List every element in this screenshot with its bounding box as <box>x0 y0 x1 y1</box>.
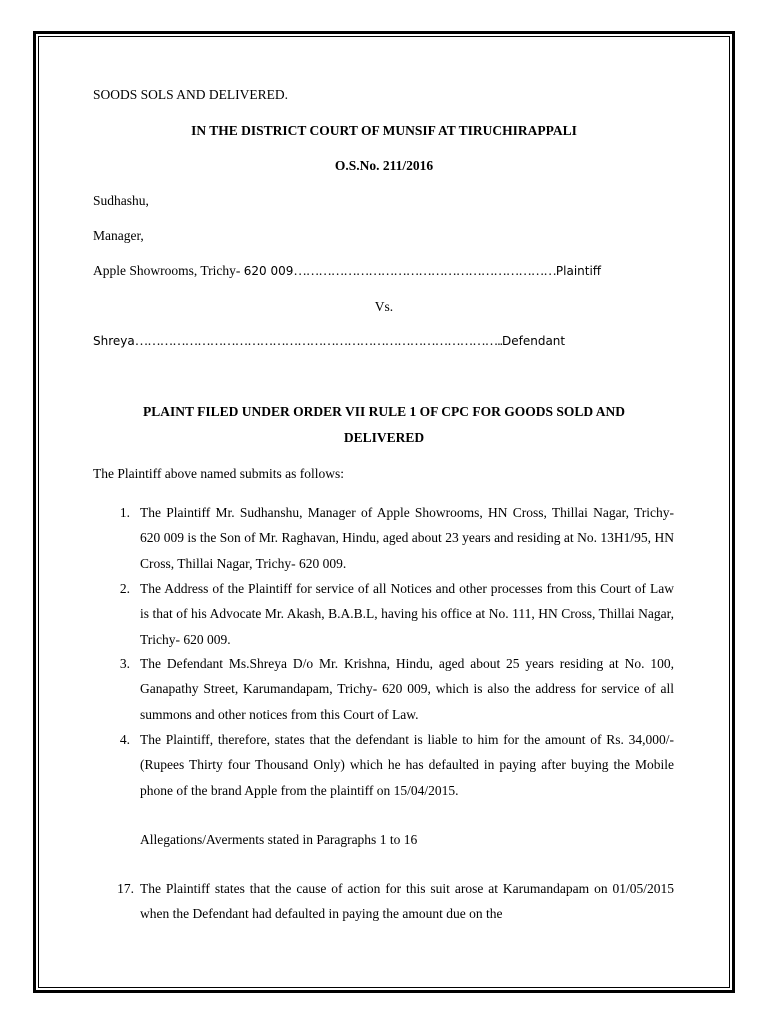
paragraph-text: The Plaintiff, therefore, states that the defendant is liable to him for the amount of Rs. 34,000/- (Rupees Thirty four Thousand Only) which he has defaulted in paying after buying the Mobile phone of the brand Apple from the plaintiff on 15/04/2015. <box>140 732 674 798</box>
case-number: O.S.No. 211/2016 <box>334 158 434 173</box>
allegations-line: Allegations/Averments stated in Paragraphs 1 to 16 <box>140 832 418 847</box>
versus: Vs. <box>374 299 394 314</box>
plaintiff-dots: ……………………………………………………… <box>293 263 556 278</box>
defendant-name: Shreya <box>93 334 135 348</box>
defendant-dots: …………………………………………………………………………….. <box>134 333 502 348</box>
intro-text: The Plaintiff above named submits as follows: <box>93 466 344 481</box>
plaintiff-role: Plaintiff <box>555 264 602 278</box>
court-title: IN THE DISTRICT COURT OF MUNSIF AT TIRUCHIRAPPALI <box>191 123 577 138</box>
plaintiff-name: Sudhashu, <box>93 193 149 208</box>
plaintiff-address: Apple Showrooms, Trichy- <box>93 263 244 278</box>
plaintiff-title: Manager, <box>93 228 144 243</box>
header-note: SOODS SOLS AND DELIVERED. <box>93 87 289 102</box>
defendant-line <box>93 334 565 348</box>
defendant-role: Defendant <box>501 334 566 348</box>
paragraph-text: The Address of the Plaintiff for service of all Notices and other processes from this Court of Law is that of his Advocate Mr. Akash, B.A.B.L, having his office at No. 111, HN Cross, Thillai Nagar, Trichy- 620 009. <box>140 581 674 647</box>
plaint-title-line1: PLAINT FILED UNDER ORDER VII RULE 1 OF CPC FOR GOODS SOLD AND <box>142 404 626 419</box>
paragraph-number: 2. <box>119 581 130 596</box>
paragraph-number: 1. <box>119 505 130 520</box>
paragraph-text: The Plaintiff Mr. Sudhanshu, Manager of Apple Showrooms, HN Cross, Thillai Nagar, Trichy- 620 009 is the Son of Mr. Raghavan, Hindu, aged about 23 years and residing at No. 13H1/95, HN Cross, Thillai Nagar, Trichy- 620 009. <box>140 505 674 571</box>
plaintiff-pin: 620 009 <box>243 264 294 278</box>
paragraph-number: 17. <box>117 881 134 896</box>
paragraph-number: 3. <box>119 656 130 671</box>
plaintiff-address-line <box>93 264 601 278</box>
paragraph-text: The Plaintiff states that the cause of action for this suit arose at Karumandapam on 01/05/2015 when the Defendant had defaulted in paying the amount due on the <box>140 881 674 922</box>
plaint-title-line2: DELIVERED <box>343 430 425 445</box>
paragraph-number: 4. <box>119 732 130 747</box>
paragraph-text: The Defendant Ms.Shreya D/o Mr. Krishna, Hindu, aged about 25 years residing at No. 100, Ganapathy Street, Karumandapam, Trichy- 620 009, which is also the address for service of all summons and other notices from this Court of Law. <box>140 656 674 722</box>
